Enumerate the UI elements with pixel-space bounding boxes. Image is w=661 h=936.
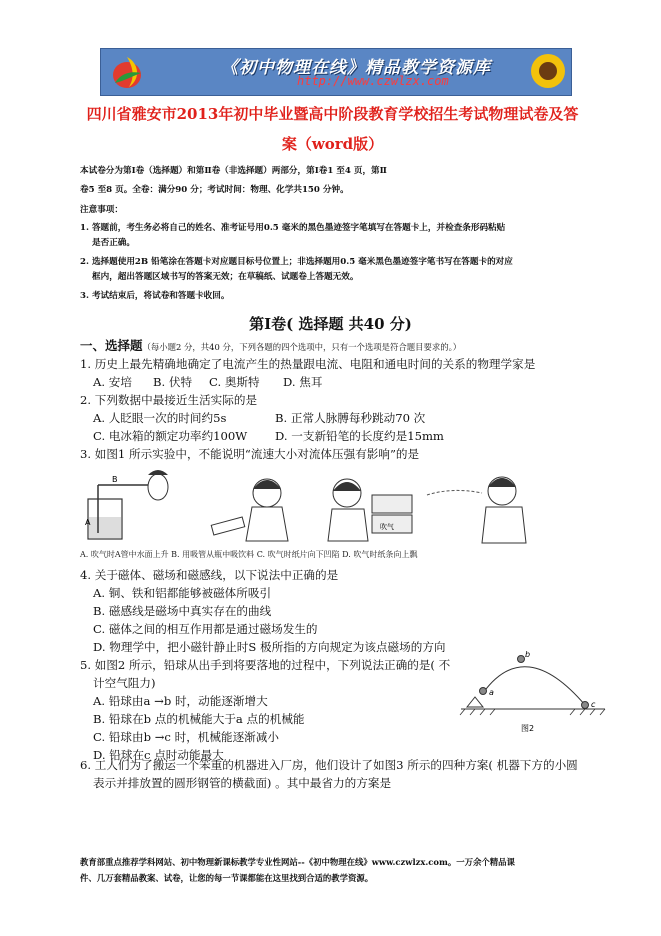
- q5-option-c: C. 铅球由b →c 时，机械能逐渐减小: [93, 730, 279, 744]
- intro-line1: 本试卷分为第Ⅰ卷（选择题）和第Ⅱ卷（非选择题）两部分，第Ⅰ卷1 至4 页，第Ⅱ: [80, 166, 387, 176]
- q5-stem-line1: 5. 如图2 所示，铅球从出手到将要落地的过程中，下列说法正确的是( 不: [80, 658, 451, 672]
- figure-2: [455, 645, 615, 740]
- q1-option-a: A. 安培: [93, 375, 132, 389]
- q4-stem: 4. 关于磁体、磁场和磁感线，以下说法中正确的是: [80, 568, 339, 582]
- q2-stem: 2. 下列数据中最接近生活实际的是: [80, 393, 258, 407]
- q6-stem-line2: 表示并排放置的圆形钢管的横截面) 。其中最省力的方案是: [93, 776, 392, 790]
- q5-option-a: A. 铅球由a →b 时，动能逐渐增大: [93, 694, 268, 708]
- figure-1-label-a: A: [85, 518, 91, 527]
- document-title-line1: 四川省雅安市2013年初中毕业暨高中阶段教育学校招生考试物理试卷及答: [86, 105, 579, 123]
- q1-option-d: D. 焦耳: [283, 375, 323, 389]
- q4-option-c: C. 磁体之间的相互作用都是通过磁场发生的: [93, 622, 318, 636]
- figure-1c-illustration: [328, 479, 412, 541]
- section-heading: 第Ⅰ卷( 选择题 共40 分): [249, 315, 412, 333]
- q1-option-c: C. 奥斯特: [209, 375, 260, 389]
- notice-heading: 注意事项：: [80, 205, 123, 215]
- notice-1b: 是否正确。: [92, 238, 135, 248]
- figure-2-point-a: a: [489, 688, 494, 697]
- intro-line2: 卷5 至8 页。全卷：满分90 分；考试时间：物理、化学共150 分钟。: [80, 185, 349, 195]
- q1-stem: 1. 历史上最先精确地确定了电流产生的热量跟电流、电阻和通电时间的关系的物理学家是: [80, 357, 536, 371]
- figure-1d-illustration: [427, 477, 526, 543]
- footer-line2: 件、几万套精品教案、试卷，让您的每一节课都能在这里找到合适的教学资源。: [80, 873, 374, 883]
- q2-option-b: B. 正常人脉膊每秒跳动70 次: [275, 411, 426, 425]
- q4-option-b: B. 磁感线是磁场中真实存在的曲线: [93, 604, 272, 618]
- notice-3: 3. 考试结束后，将试卷和答题卡收回。: [80, 291, 230, 301]
- figure-1b-illustration: [211, 479, 288, 541]
- banner-url[interactable]: http://www.czwlzx.com: [297, 74, 449, 88]
- q2-option-c: C. 电冰箱的额定功率约100W: [93, 429, 248, 443]
- header-banner: [100, 48, 572, 96]
- q5-option-d: D. 铅球在c 点时动能最大: [93, 748, 224, 762]
- q6-stem-line1: 6. 工人们为了搬运一个笨重的机器进入厂房，他们设计了如图3 所示的四种方案( 机器下方的小圆: [80, 758, 578, 772]
- figure-1-captions: A. 吹气时A管中水面上升 B. 用吸管从瓶中吸饮料 C. 吹气时纸片向下凹陷 D. 吹气时纸条向上飘: [80, 550, 418, 559]
- q5-option-b: B. 铅球在b 点的机械能大于a 点的机械能: [93, 712, 305, 726]
- site-logo-icon: [107, 53, 151, 91]
- notice-2b: 框内，超出答题区域书写的答案无效；在草稿纸、试题卷上答题无效。: [92, 272, 359, 282]
- notice-2a: 2. 选择题使用2B 铅笔涂在答题卡对应题目标号位置上；非选择题用0.5 毫米黑色墨迹签字笔书写在答题卡的对应: [80, 257, 513, 267]
- figure-1: [82, 465, 582, 545]
- sunflower-icon: [529, 52, 567, 90]
- q4-option-a: A. 铜、铁和铝都能够被磁体所吸引: [93, 586, 272, 600]
- part1-label: 一、选择题: [80, 338, 143, 353]
- figure-1-label-blow: 吹气: [380, 523, 394, 531]
- q2-option-d: D. 一支新铅笔的长度约是15mm: [275, 429, 444, 443]
- figure-2-point-c: c: [591, 700, 596, 709]
- figure-2-label: 图2: [521, 724, 535, 733]
- q2-option-a: A. 人眨眼一次的时间约5s: [93, 411, 227, 425]
- figure-1a-illustration: [85, 470, 168, 539]
- part1-header: [80, 338, 461, 355]
- figure-1-label-b: B: [112, 475, 118, 484]
- document-title-line2: 案（word版）: [281, 135, 384, 153]
- figure-2-point-b: b: [525, 650, 531, 659]
- q1-option-b: B. 伏特: [153, 375, 193, 389]
- footer-line1: 教育部重点推荐学科网站、初中物理新课标教学专业性网站--《初中物理在线》www.czwlzx.com。一万余个精品课: [80, 857, 515, 867]
- banner-title: 《初中物理在线》精品教学资源库: [221, 58, 491, 78]
- q4-option-d: D. 物理学中，把小磁针静止时S 极所指的方向规定为该点磁场的方向: [93, 640, 446, 654]
- q5-stem-line2: 计空气阻力): [93, 676, 156, 690]
- q3-stem: 3. 如图1 所示实验中，不能说明“流速大小对流体压强有影响”的是: [80, 447, 420, 461]
- notice-1a: 1. 答题前，考生务必将自己的姓名、准考证号用0.5 毫米的黑色墨迹签字笔填写在答题卡上，并检查条形码粘贴: [80, 223, 506, 233]
- part1-desc: （每小题2 分，共40 分，下列各题的四个选项中，只有一个选项是符合题目要求的。）: [142, 342, 462, 352]
